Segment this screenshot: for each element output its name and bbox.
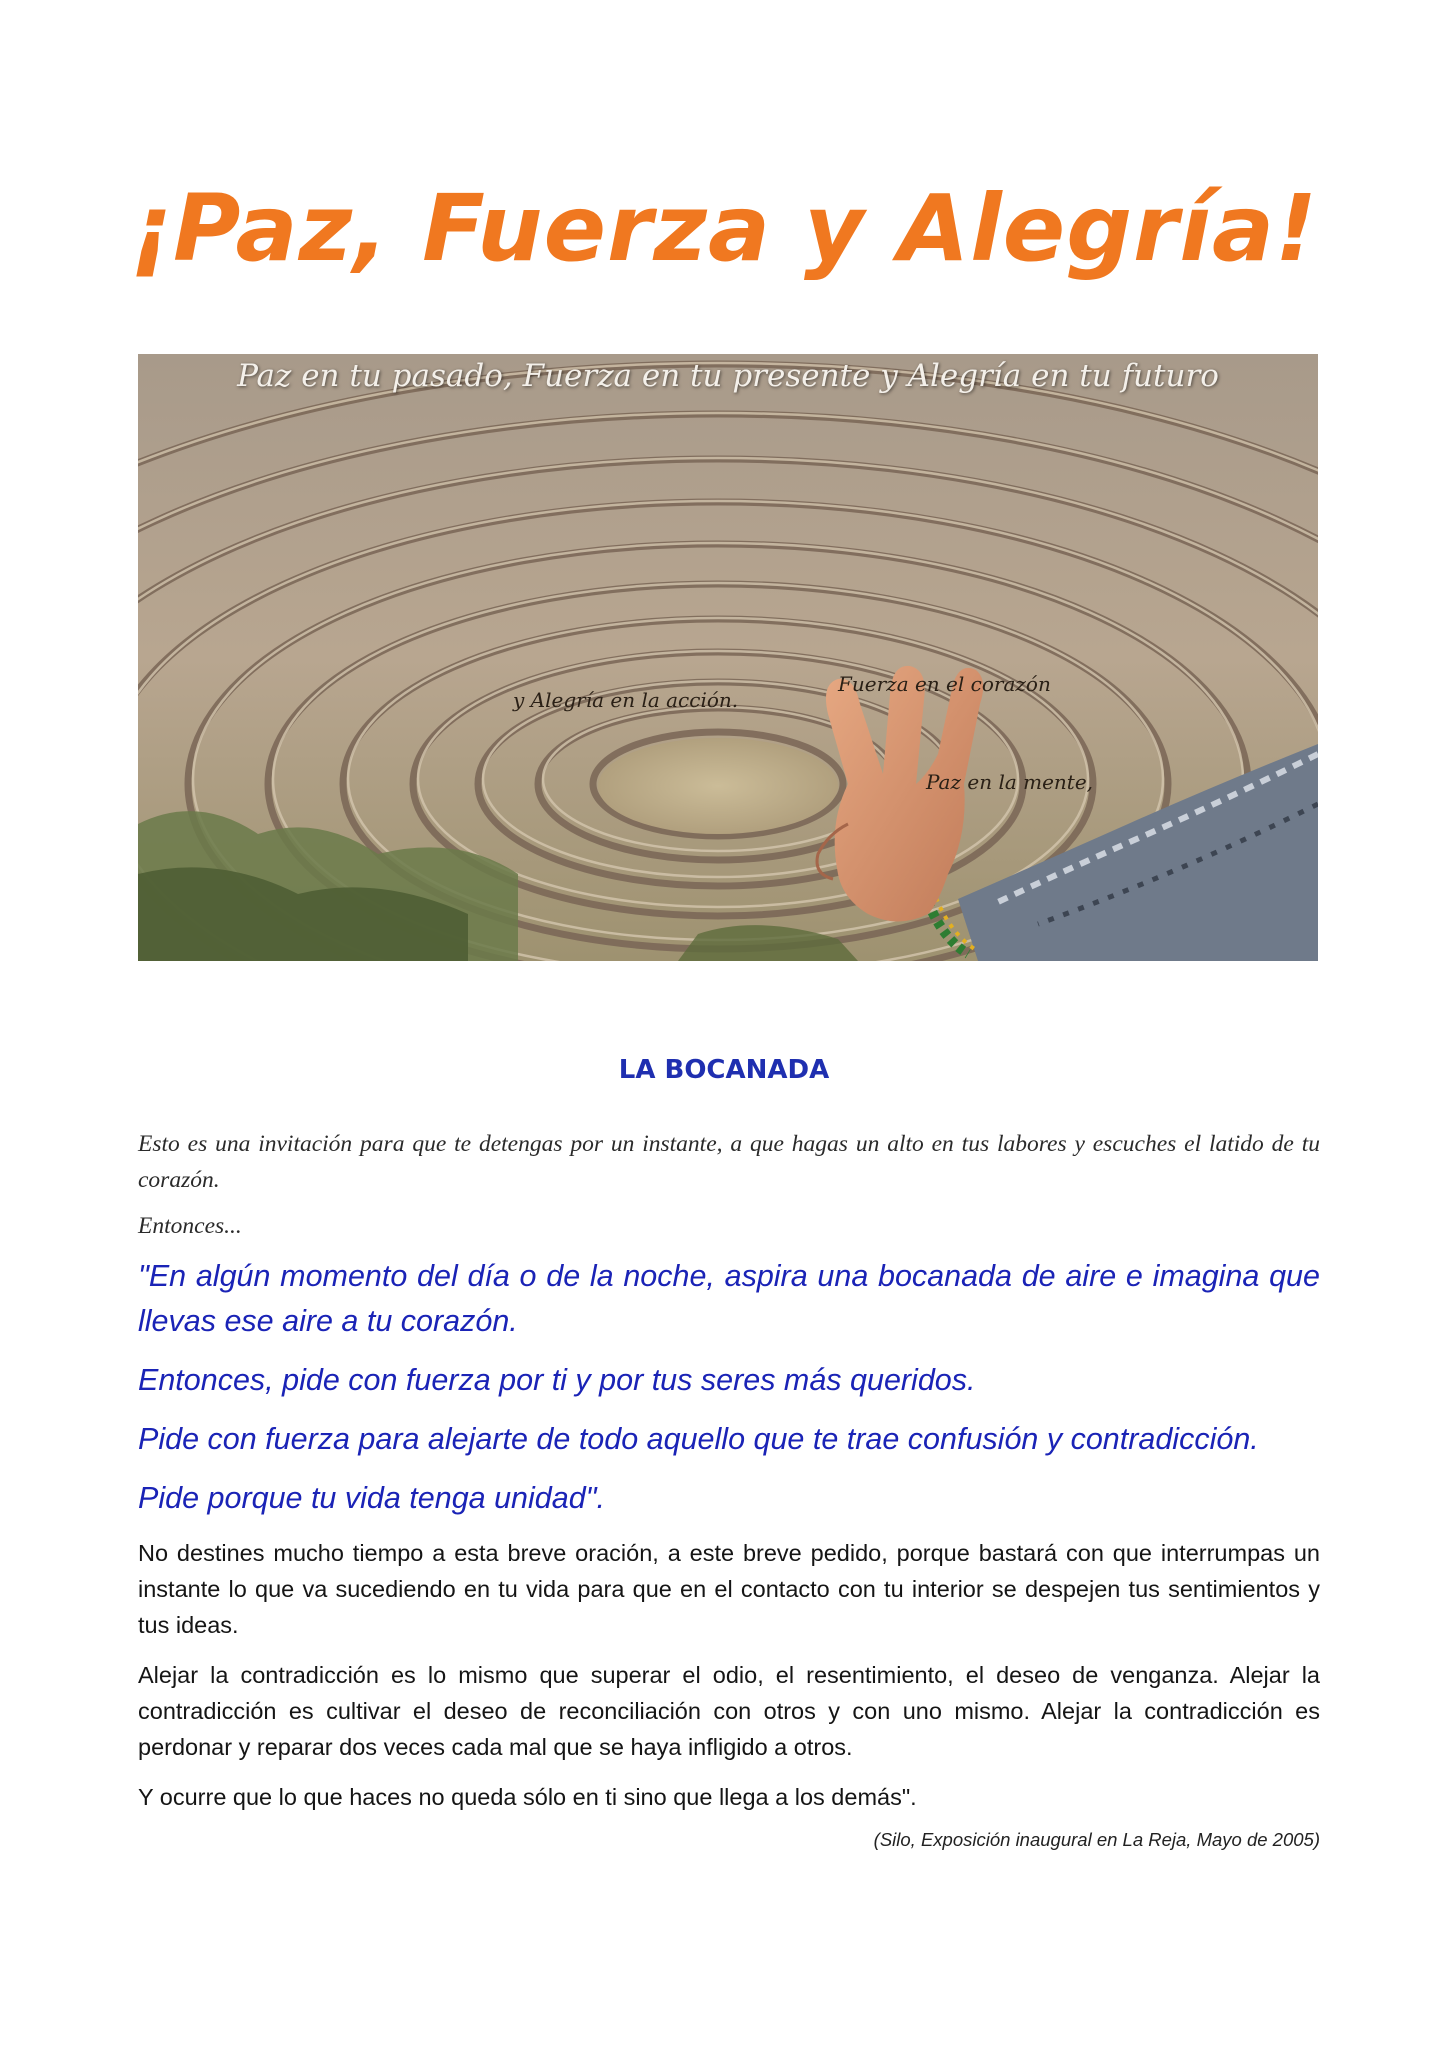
page-title: ¡Paz, Fuerza y Alegría!: [129, 175, 1318, 282]
quote-paragraph: "En algún momento del día o de la noche, aspira una bocanada de aire e imagina que llevas ese aire a tu corazón.: [138, 1259, 1320, 1338]
quote-paragraph: Pide porque tu vida tenga unidad".: [138, 1481, 605, 1515]
hero-caption-right-bottom: Paz en la mente,: [926, 770, 1094, 794]
hero-caption-top: Paz en tu pasado, Fuerza en tu presente y Alegría en tu futuro: [237, 358, 1219, 394]
quote-paragraph: Entonces, pide con fuerza por ti y por tus seres más queridos.: [138, 1363, 976, 1397]
intro-paragraph: Esto es una invitación para que te detengas por un instante, a que hagas un alto en tus labores y escuches el latido de tu corazón.: [138, 1131, 1320, 1193]
section-heading: LA BOCANADA: [618, 1055, 830, 1085]
body-paragraph: No destines mucho tiempo a esta breve oración, a este breve pedido, porque bastará con que interrumpas un instante lo que va sucediendo en tu vida para que en el contacto con tu interior se despejen tus sentimientos y tus ideas.: [138, 1540, 1320, 1638]
hero-image: [138, 354, 1318, 961]
intro-paragraph: Entonces...: [138, 1213, 242, 1239]
body-paragraph: Y ocurre que lo que haces no queda sólo en ti sino que llega a los demás".: [138, 1784, 917, 1810]
article-body: [138, 1126, 1320, 1851]
source-citation: (Silo, Exposición inaugural en La Reja, Mayo de 2005): [873, 1829, 1320, 1850]
body-paragraph: Alejar la contradicción es lo mismo que superar el odio, el resentimiento, el deseo de venganza. Alejar la contradicción es cultivar el deseo de reconciliación con otros y con uno mismo. Alejar la contradicción es perdonar y reparar dos veces cada mal que se haya infligido a otros.: [138, 1662, 1320, 1760]
hero-caption-right-top: Fuerza en el corazón: [838, 672, 1051, 696]
hero-caption-left: y Alegría en la acción.: [513, 688, 739, 712]
quote-paragraph: Pide con fuerza para alejarte de todo aquello que te trae confusión y contradicción.: [138, 1422, 1259, 1456]
terraces-hand-illustration: [138, 354, 1318, 961]
